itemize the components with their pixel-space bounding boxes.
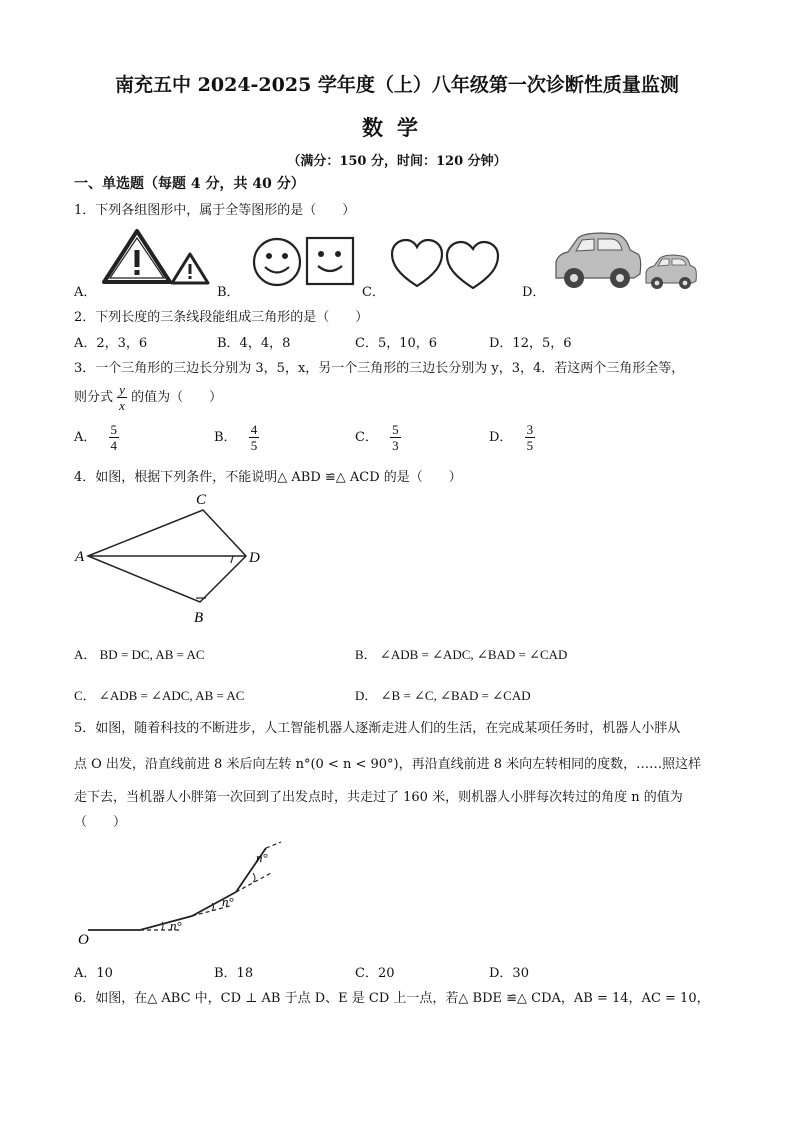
angle-label-n: n° <box>222 894 234 909</box>
q5-stem-line1: 5．如图，随着科技的不断进步，人工智能机器人逐渐走进人们的生活，在完成某项任务时，机器人小胖从 <box>74 721 681 736</box>
angle-label-n: n° <box>256 850 268 865</box>
q3-text-pre: 则分式 <box>74 390 114 405</box>
option-fraction <box>390 422 401 453</box>
q1-figure-a <box>100 226 210 290</box>
car-small-icon <box>646 255 696 289</box>
section-heading: 一、单选题（每题 4 分，共 40 分） <box>74 176 305 192</box>
point-label-o: O <box>78 932 89 948</box>
q5-option-d: D．30 <box>489 966 529 981</box>
q3-text-post: 的值为（ ） <box>131 390 223 405</box>
angle-arc <box>162 922 163 930</box>
option-label: A． <box>74 430 97 445</box>
q4-option-a: A． BD = DC, AB = AC <box>74 647 205 662</box>
q1-stem: 1．下列各组图形中，属于全等图形的是（ ） <box>74 203 356 218</box>
heart-icon <box>447 242 498 288</box>
q1-label-d: D． <box>522 285 546 300</box>
fraction-numerator: 3 <box>526 422 534 437</box>
q4-figure-kite <box>70 486 270 631</box>
q5-option-a: A．10 <box>74 966 113 981</box>
fraction-numerator: 5 <box>392 422 399 437</box>
option-fraction <box>525 422 536 453</box>
q1-figure-c <box>388 236 503 292</box>
option-fraction <box>109 422 120 453</box>
fraction-numerator: y <box>119 382 125 397</box>
option-label: D． <box>489 430 513 445</box>
q3-option-c <box>355 422 401 453</box>
heart-icon <box>392 240 442 286</box>
q5-stem-line2: 点 O 出发，沿直线前进 8 米后向左转 n°(0 < n < 90°)，再沿直线前进 8 米向左转相同的度数，……照这样 <box>74 757 702 772</box>
q1-label-c: C． <box>362 285 385 300</box>
point-label-b: B <box>194 610 204 626</box>
q1-label-a: A． <box>74 285 97 300</box>
q5-figure-path <box>76 840 296 952</box>
extension-dashed <box>236 873 271 892</box>
q2-option-a: A．2，3，6 <box>74 336 148 351</box>
q4-option-c: C． ∠ADB = ∠ADC, AB = AC <box>74 688 245 703</box>
exam-info: （满分：150 分，时间：120 分钟） <box>287 154 507 169</box>
q4-option-d: D． ∠B = ∠C, ∠BAD = ∠CAD <box>355 688 531 703</box>
fraction-denominator: 5 <box>250 438 258 453</box>
square-smiley-icon <box>307 238 353 284</box>
option-label: B． <box>214 430 237 445</box>
q2-option-d: D．12，5，6 <box>489 336 572 351</box>
fraction-denominator: 3 <box>392 438 399 453</box>
q2-option-b: B．4，4，8 <box>217 336 291 351</box>
fraction-denominator: x <box>119 398 125 413</box>
fraction-denominator: 5 <box>526 438 534 453</box>
car-large-icon <box>556 233 641 288</box>
warning-triangle-large-icon <box>104 231 170 282</box>
q1-figure-d <box>550 228 700 294</box>
fraction-numerator: 4 <box>250 422 258 437</box>
q2-stem: 2．下列长度的三条线段能组成三角形的是（ ） <box>74 310 369 325</box>
warning-triangle-small-icon <box>172 254 208 283</box>
q4-stem: 4．如图，根据下列条件，不能说明△ ABD ≌△ ACD 的是（ ） <box>74 470 462 485</box>
q3-stem-line1: 3．一个三角形的三边长分别为 3，5，x，另一个三角形的三边长分别为 y，3，4．若这两个三角形全等， <box>74 361 685 376</box>
fraction-numerator: 5 <box>110 422 118 437</box>
q5-stem-line4: （ ） <box>74 815 127 830</box>
page-title: 南充五中 2024-2025 学年度（上）八年级第一次诊断性质量监测 <box>115 74 679 96</box>
q1-figure-b <box>250 234 360 290</box>
q1-label-b: B． <box>217 285 240 300</box>
angle-label-n: n° <box>170 918 182 933</box>
fraction-denominator: 4 <box>110 438 118 453</box>
q2-option-c: C．5，10，6 <box>355 336 438 351</box>
angle-mark-adb <box>231 556 233 563</box>
q5-option-c: C．20 <box>355 966 395 981</box>
extension-dashed <box>266 842 281 848</box>
point-label-c: C <box>196 492 207 508</box>
point-label-d: D <box>249 550 260 566</box>
q3-stem-line2 <box>74 382 222 413</box>
q4-option-b: B． ∠ADB = ∠ADC, ∠BAD = ∠CAD <box>355 647 568 662</box>
point-label-a: A <box>75 549 85 565</box>
q3-option-a <box>74 422 119 453</box>
q6-stem: 6．如图，在△ ABC 中，CD ⊥ AB 于点 D、E 是 CD 上一点，若△ BDE ≌△ CDA，AB = 14，AC = 10， <box>74 991 710 1006</box>
q5-option-b: B．18 <box>214 966 254 981</box>
q3-option-d <box>489 422 535 453</box>
subject-title: 数学 <box>362 115 432 140</box>
smiley-face-icon <box>254 239 300 285</box>
fraction-y-over-x <box>117 382 127 413</box>
angle-arc <box>253 873 255 882</box>
option-label: C． <box>355 430 378 445</box>
q3-option-b <box>214 422 259 453</box>
q5-stem-line3: 走下去，当机器人小胖第一次回到了出发点时，共走过了 160 米，则机器人小胖每次转过的角度 n 的值为 <box>74 790 683 805</box>
option-fraction <box>249 422 260 453</box>
